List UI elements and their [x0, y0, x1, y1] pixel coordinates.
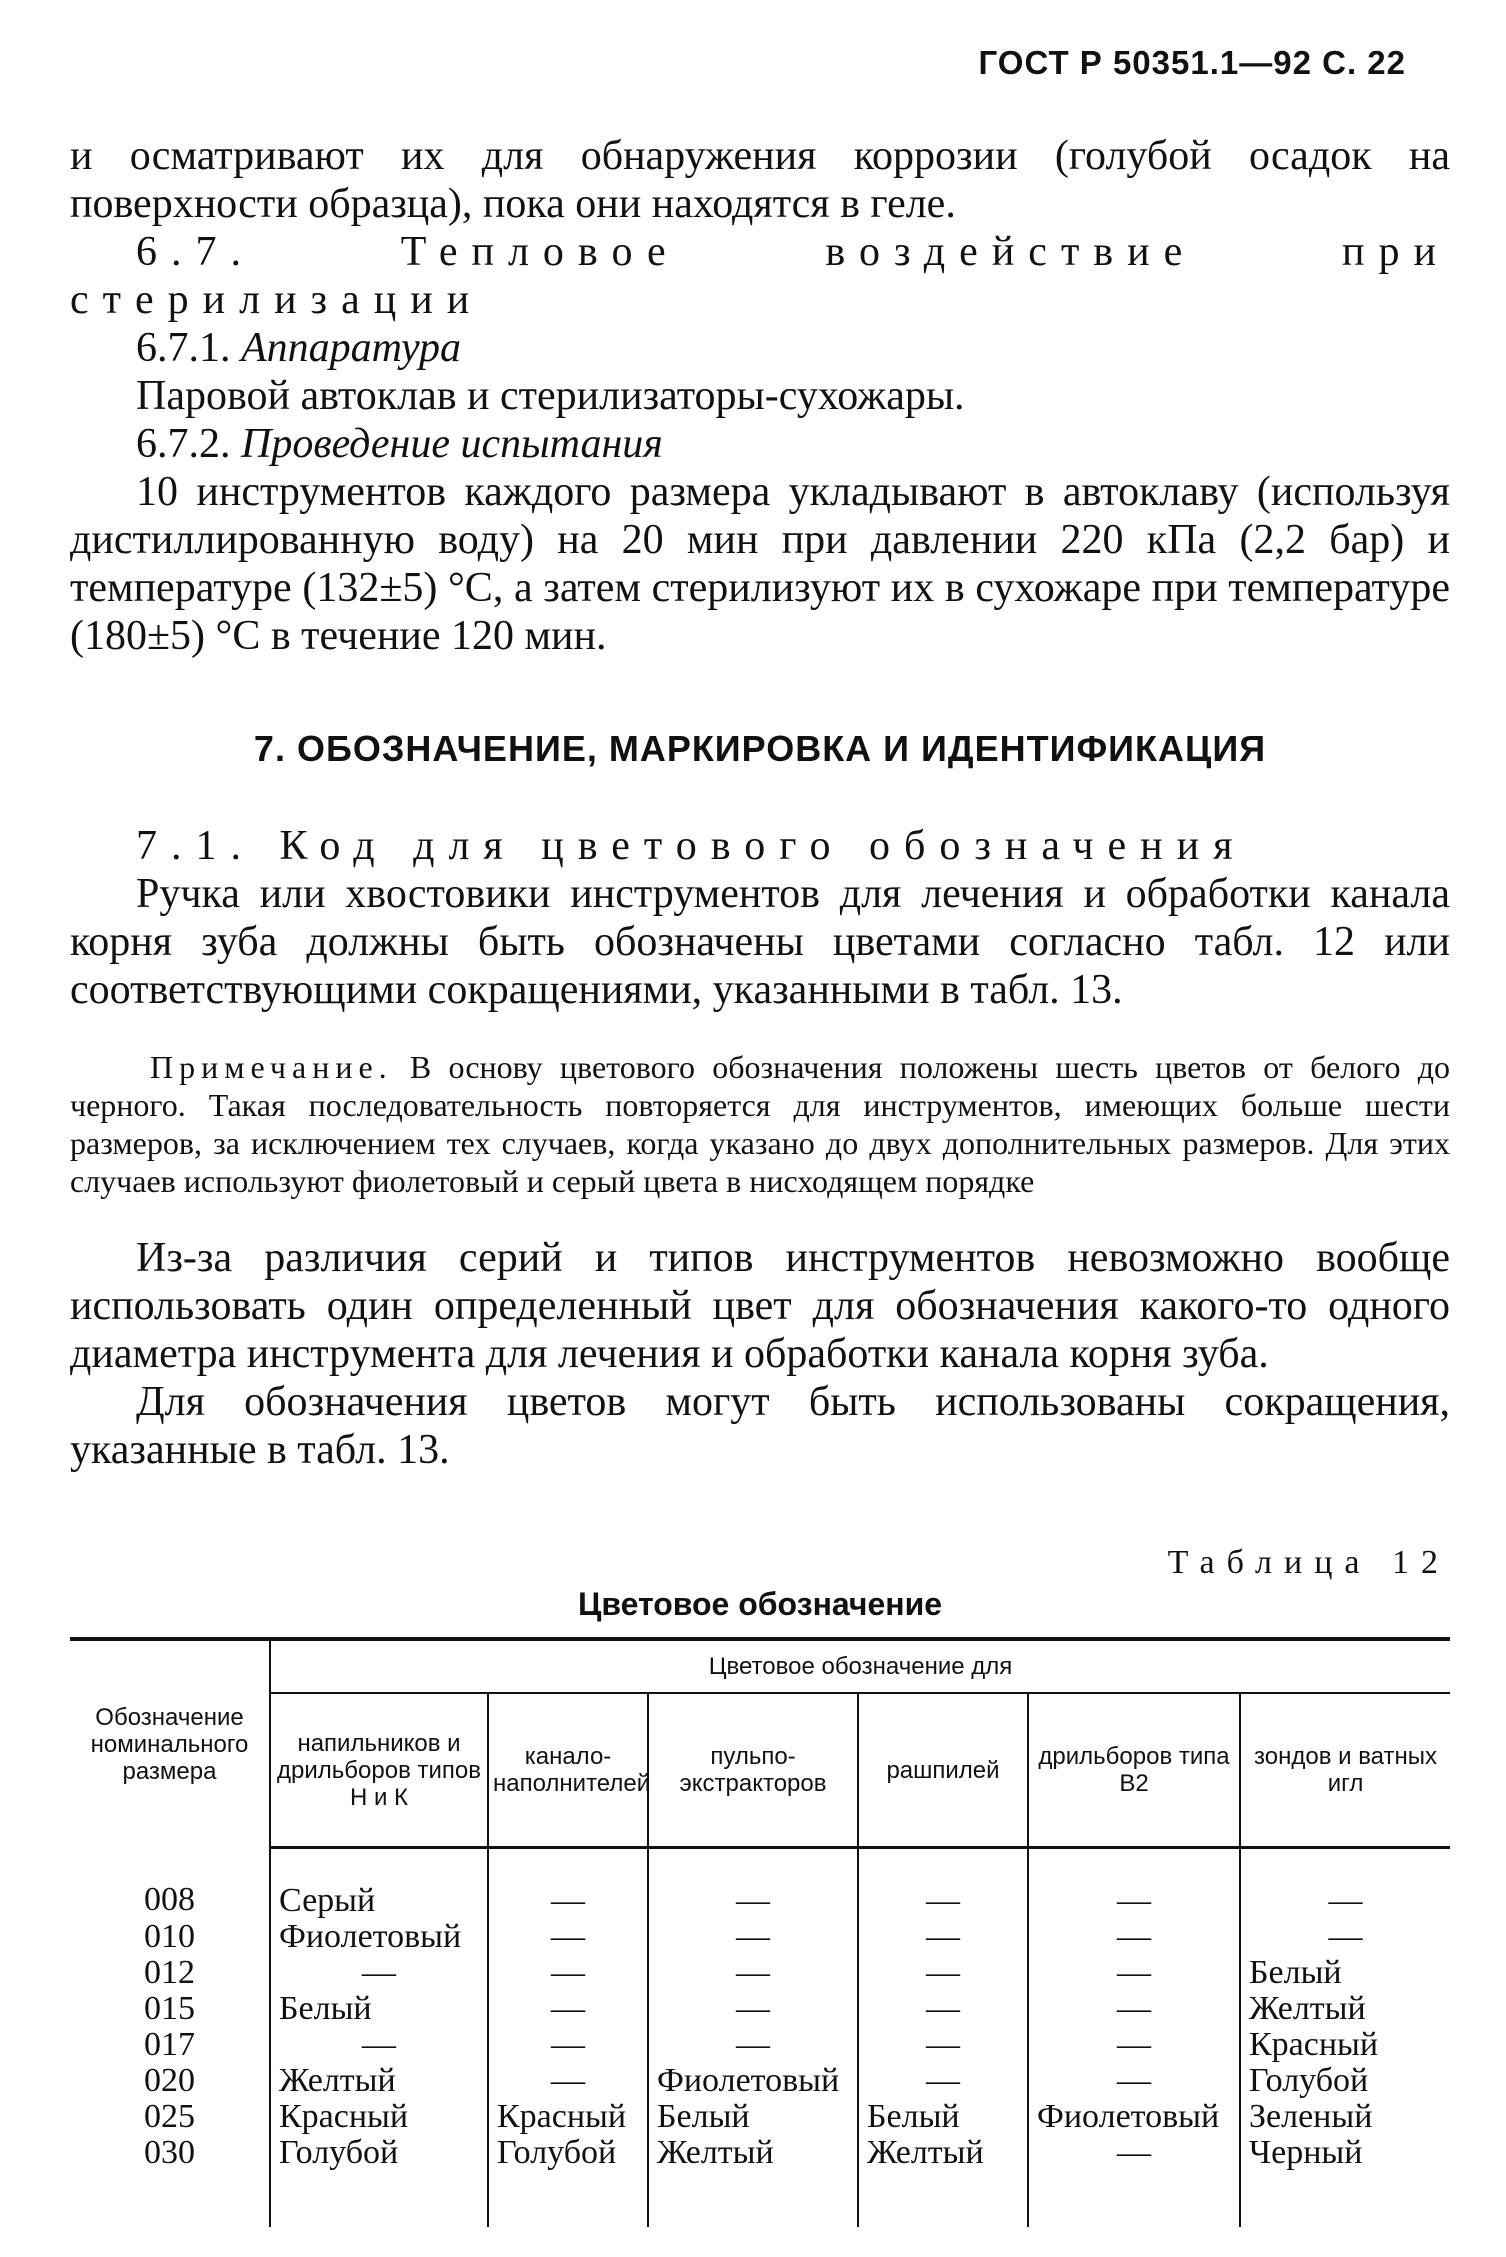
table-cell-color: —: [488, 1848, 648, 1920]
table-cell-color: Желтый: [1249, 1990, 1366, 2027]
paragraph-series-difference: Из-за различия серий и типов инструментов невозможно вообще использовать один определенный цвет для обозначения какого-то одного диаметра инструмента для лечения и обработки канала корня зуба.: [70, 1235, 1450, 1377]
table-row: [70, 2063, 1450, 2099]
page-header: ГОСТ Р 50351.1—92 С. 22: [978, 44, 1406, 81]
table-cell-color: Белый: [858, 2099, 1028, 2135]
document-body: [70, 132, 1450, 2227]
table-cell-color: —: [1328, 1918, 1363, 1955]
table-cell-color: —: [1028, 1848, 1240, 1920]
table-cell-size: 025: [70, 2099, 270, 2135]
section-6-7-2-title: Проведение испытания: [241, 421, 663, 467]
table-cell-color: Красный: [270, 2099, 488, 2135]
column-header-rasps: рашпилей: [858, 1693, 1028, 1848]
column-header-extractors: пульпо-экстракторов: [648, 1693, 858, 1848]
table-cell-size: 020: [70, 2063, 270, 2099]
section-6-7-2: [70, 420, 1450, 468]
table-cell-color: Белый: [1249, 1954, 1342, 1991]
table-cell-color: —: [1028, 2135, 1240, 2227]
table-cell-size: 030: [70, 2135, 270, 2227]
table-cell-color: —: [1028, 1991, 1240, 2027]
table-row: [70, 1848, 1450, 1920]
table-cell-color: —: [858, 1991, 1028, 2027]
table-cell-color: —: [858, 1955, 1028, 1991]
paragraph-apparatus: Паровой автоклав и стерилизаторы-сухожары.: [136, 373, 965, 419]
table-cell-color: Желтый: [648, 2135, 858, 2227]
table-cell-color: —: [858, 2027, 1028, 2063]
column-header-probes: зондов и ватных игл: [1240, 1693, 1450, 1848]
table-row: [70, 1991, 1450, 2027]
table-cell-color: —: [270, 2027, 488, 2063]
table-cell-color: Голубой: [1249, 2062, 1369, 2099]
table-title: Цветовое обозначение: [577, 1586, 943, 1622]
paragraph-test-procedure: 10 инструментов каждого размера укладывают в автоклаву (используя дистиллированную воду) на 20 мин при давлении 220 кПа (2,2 бар) и температуре (132±5) °С, а затем стерилизуют их в сухожаре при температуре (180±5) °С в течение 120 мин.: [70, 469, 1450, 659]
table-cell-color: —: [1028, 1919, 1240, 1955]
table-row: [70, 1919, 1450, 1955]
table-row: [70, 2027, 1450, 2063]
section-7-1-title: 7.1. Код для цветового обозначения: [136, 823, 1247, 869]
table-body: [70, 1848, 1450, 2228]
section-7-heading: 7. ОБОЗНАЧЕНИЕ, МАРКИРОВКА И ИДЕНТИФИКАЦИЯ: [253, 728, 1267, 769]
table-cell-color: —: [1328, 1882, 1363, 1919]
table-cell-color: Желтый: [858, 2135, 1028, 2227]
table-cell-color: —: [488, 2027, 648, 2063]
table-cell-color: —: [648, 1991, 858, 2027]
column-header-size: Обозначение номинального размера: [70, 1639, 270, 1848]
table-cell-color: Фиолетовый: [1028, 2099, 1240, 2135]
paragraph-abbreviations: Для обозначения цветов могут быть использованы сокращения, указанные в табл. 13.: [70, 1379, 1450, 1473]
table-cell-size: 010: [70, 1919, 270, 1955]
table-cell-color: —: [648, 1919, 858, 1955]
table-cell-color: Красный: [1249, 2026, 1379, 2063]
section-6-7-1: [70, 324, 1450, 372]
table-cell-color: —: [858, 1848, 1028, 1920]
table-cell-color: Серый: [270, 1848, 488, 1920]
note: [70, 1048, 1450, 1200]
table-cell-color: Зеленый: [1249, 2098, 1373, 2135]
table-cell-color: —: [858, 2063, 1028, 2099]
table-row: [70, 2099, 1450, 2135]
table-cell-color: —: [488, 1955, 648, 1991]
column-header-fillers: канало-наполнителей: [488, 1693, 648, 1848]
table-cell-color: Желтый: [270, 2063, 488, 2099]
table-cell-color: —: [1028, 2063, 1240, 2099]
table-label: Таблица 12: [1167, 1544, 1450, 1581]
table-row: [70, 2135, 1450, 2227]
table-cell-color: —: [858, 1919, 1028, 1955]
table-cell-color: Белый: [270, 1991, 488, 2027]
note-label: Примечание.: [150, 1049, 393, 1085]
table-cell-color: —: [488, 1991, 648, 2027]
table-cell-size: 017: [70, 2027, 270, 2063]
table-cell-size: 012: [70, 1955, 270, 1991]
column-group-header: Цветовое обозначение для: [270, 1639, 1450, 1693]
table-cell-color: —: [648, 2027, 858, 2063]
table-cell-color: Белый: [648, 2099, 858, 2135]
table-cell-color: —: [1028, 2027, 1240, 2063]
table-cell-color: Голубой: [488, 2135, 648, 2227]
column-header-b2: дрильборов типа В2: [1028, 1693, 1240, 1848]
table-cell-size: 015: [70, 1991, 270, 2027]
section-6-7-1-title: Аппаратура: [241, 325, 462, 371]
table-cell-color: —: [648, 1955, 858, 1991]
table-row: [70, 1955, 1450, 1991]
table-cell-color: —: [488, 2063, 648, 2099]
color-designation-table: [70, 1637, 1450, 2227]
table-cell-color: —: [270, 1955, 488, 1991]
section-6-7-2-number: 6.7.2.: [136, 421, 241, 467]
paragraph-corrosion-check: и осматривают их для обнаружения коррозии (голубой осадок на поверхности образца), пока они находятся в геле.: [70, 133, 1450, 227]
table-cell-color: Черный: [1249, 2134, 1363, 2171]
section-6-7-title: 6.7. Тепловое воздействие при стерилизации: [70, 229, 1450, 323]
table-cell-color: Голубой: [270, 2135, 488, 2227]
table-cell-color: Красный: [488, 2099, 648, 2135]
note-text: В основу цветового обозначения положены шесть цветов от белого до черного. Такая последовательность повторяется для инструментов, имеющих больше шести размеров, за исключением тех случаев, когда указано до двух дополнительных размеров. Для этих случаев используют фиолетовый и серый цвета в нисходящем порядке: [70, 1049, 1450, 1199]
table-cell-color: Фиолетовый: [648, 2063, 858, 2099]
table-cell-size: 008: [70, 1848, 270, 1920]
table-cell-color: —: [648, 1848, 858, 1920]
table-cell-color: Фиолетовый: [270, 1919, 488, 1955]
table-cell-color: —: [488, 1919, 648, 1955]
paragraph-color-code: Ручка или хвостовики инструментов для лечения и обработки канала корня зуба должны быть обозначены цветами согласно табл. 12 или соответствующими сокращениями, указанными в табл. 13.: [70, 871, 1450, 1013]
column-header-files: напильников и дрильборов типов Н и К: [270, 1693, 488, 1848]
section-6-7-1-number: 6.7.1.: [136, 325, 241, 371]
table-cell-color: —: [1028, 1955, 1240, 1991]
